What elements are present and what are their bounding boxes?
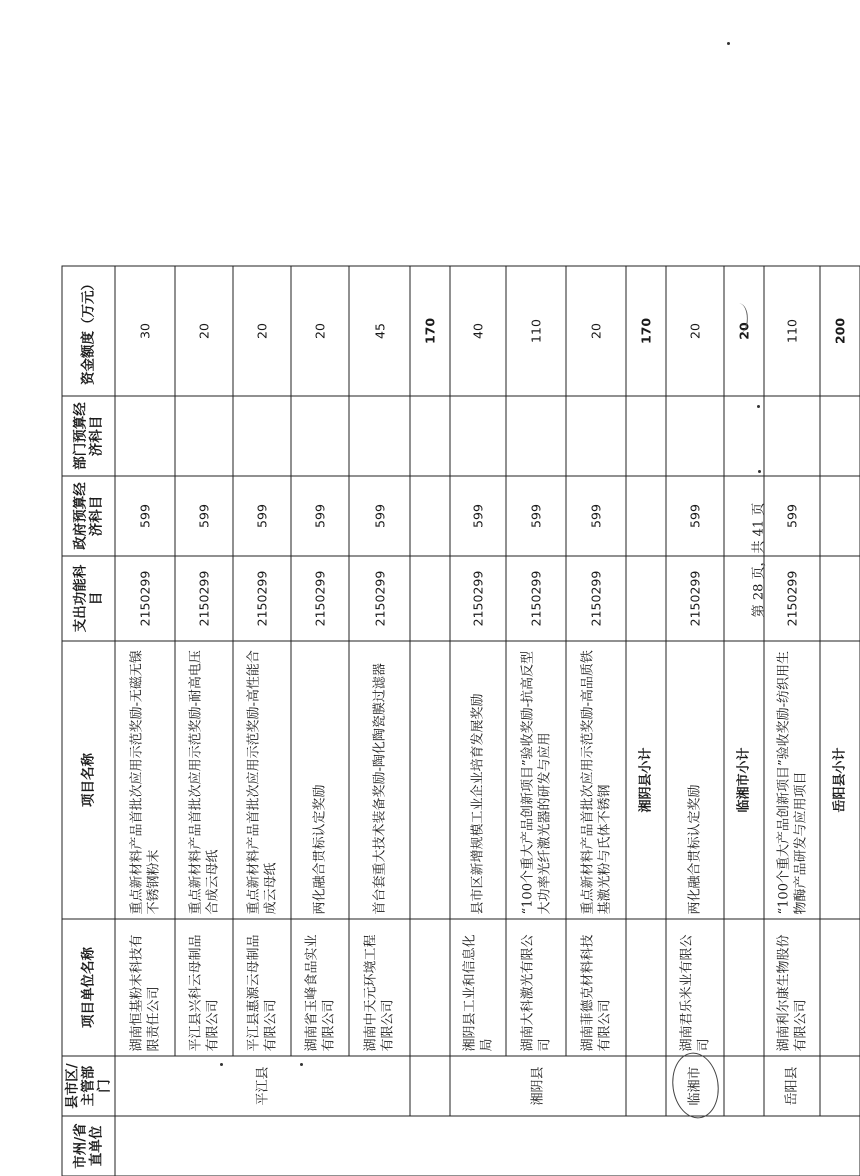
project-cell: “100个重大产品创新项目”验收奖励-纺织用生物酶产品研发与应用项目: [764, 641, 820, 919]
county-cell: 岳阳县: [764, 1056, 820, 1116]
county-name: 临湘市: [687, 1066, 702, 1106]
empty-cell: [410, 556, 450, 641]
page-footer: 第 28 页，共 41 页: [751, 502, 767, 618]
dept-cell: [506, 396, 566, 476]
dept-cell: [566, 396, 626, 476]
subtotal-amount: [724, 266, 764, 396]
table-row: [666, 266, 724, 1176]
func-cell: 2150299: [349, 556, 410, 641]
table-row: [566, 266, 626, 1176]
func-cell: 2150299: [291, 556, 349, 641]
amount-cell: 110: [506, 266, 566, 396]
subtotal-county-cell: [724, 1056, 764, 1116]
amount-cell: 20: [175, 266, 233, 396]
unit-cell: 平江县惠源云母制品有限公司: [233, 919, 291, 1056]
header-amount: 资金额度（万元）: [62, 266, 115, 396]
unit-cell: 湖南省玉峰食品实业有限公司: [291, 919, 349, 1056]
scan-speck: [220, 1063, 223, 1066]
header-project: 项目名称: [62, 641, 115, 919]
amount-cell: 30: [115, 266, 175, 396]
amount-cell: 110: [764, 266, 820, 396]
empty-cell: [626, 396, 666, 476]
unit-cell: 湘阴县工业和信息化局: [450, 919, 506, 1056]
gov-cell: 599: [175, 476, 233, 556]
gov-cell: 599: [764, 476, 820, 556]
header-gov: 政府预算经济科目: [62, 476, 115, 556]
unit-cell: 湖南大科激光有限公司: [506, 919, 566, 1056]
gov-cell: 599: [291, 476, 349, 556]
subtotal-amount: 200: [820, 266, 860, 396]
scan-speck: [727, 42, 730, 45]
project-cell: 两化融合贯标认定奖励: [666, 641, 724, 919]
funding-table: [61, 265, 860, 1176]
unit-cell: 湖南中天元环境工程有限公司: [349, 919, 410, 1056]
header-dept: 部门预算经济科目: [62, 396, 115, 476]
amount-cell: 20: [233, 266, 291, 396]
subtotal-amount: 170: [410, 266, 450, 396]
subtotal-county-cell: [820, 1056, 860, 1116]
unit-cell: 湖南菲德克材料科技有限公司: [566, 919, 626, 1056]
county-cell: [666, 1056, 724, 1116]
header-city: 市州/省直单位: [62, 1116, 115, 1176]
func-cell: 2150299: [566, 556, 626, 641]
func-cell: 2150299: [175, 556, 233, 641]
table-row: [349, 266, 410, 1176]
empty-cell: [626, 556, 666, 641]
gov-cell: 599: [506, 476, 566, 556]
unit-cell: 湖南恒基粉末科技有限责任公司: [115, 919, 175, 1056]
project-cell: 首台套重大技术装备奖励-陶化陶瓷膜过滤器: [349, 641, 410, 919]
empty-cell: [820, 396, 860, 476]
subtotal-amount: 170: [626, 266, 666, 396]
subtotal-label: [410, 641, 450, 919]
scan-speck: [757, 405, 760, 408]
scan-speck: [758, 470, 761, 473]
subtotal-row: [626, 266, 666, 1176]
dept-cell: [450, 396, 506, 476]
func-cell: 2150299: [450, 556, 506, 641]
amount-cell: 20: [291, 266, 349, 396]
unit-cell: 湖南君乐米业有限公司: [666, 919, 724, 1056]
amount-cell: 40: [450, 266, 506, 396]
subtotal-county-cell: [626, 1056, 666, 1116]
gov-cell: 599: [666, 476, 724, 556]
header-row: [62, 266, 115, 1176]
header-county: 县市区/主管部门: [62, 1056, 115, 1116]
dept-cell: [666, 396, 724, 476]
project-cell: 县市区新增规模工业企业培育发展奖励: [450, 641, 506, 919]
gov-cell: 599: [233, 476, 291, 556]
dept-cell: [115, 396, 175, 476]
table-row: [291, 266, 349, 1176]
project-cell: “100个重大产品创新项目”验收奖励-抗高反型大功率光纤激光器的研发与应用: [506, 641, 566, 919]
dept-cell: [349, 396, 410, 476]
subtotal-unit-cell: [820, 919, 860, 1056]
func-cell: 2150299: [506, 556, 566, 641]
project-cell: 重点新材料产品首批次应用示范奖励-高性能合成云母纸: [233, 641, 291, 919]
scan-speck: [300, 1063, 303, 1066]
subtotal-row: [410, 266, 450, 1176]
table-row: [450, 266, 506, 1176]
header-func: 支出功能科目: [62, 556, 115, 641]
func-cell: 2150299: [115, 556, 175, 641]
subtotal-unit-cell: [626, 919, 666, 1056]
empty-cell: [410, 476, 450, 556]
empty-cell: [820, 556, 860, 641]
subtotal-county-cell: [410, 1056, 450, 1116]
dept-cell: [175, 396, 233, 476]
func-cell: 2150299: [764, 556, 820, 641]
county-cell: 湘阴县: [450, 1056, 626, 1116]
table-row: [233, 266, 291, 1176]
gov-cell: 599: [115, 476, 175, 556]
subtotal-label: 岳阳县小计: [820, 641, 860, 919]
amount-cell: 45: [349, 266, 410, 396]
subtotal-row: [724, 266, 764, 1176]
gov-cell: 599: [450, 476, 506, 556]
project-cell: 两化融合贯标认定奖励: [291, 641, 349, 919]
unit-cell: 湖南利尔康生物股份有限公司: [764, 919, 820, 1056]
dept-cell: [233, 396, 291, 476]
project-cell: 重点新材料产品首批次应用示范奖励-高品质铁基激光粉与氏体不锈钢: [566, 641, 626, 919]
gov-cell: 599: [349, 476, 410, 556]
table-row: [115, 266, 175, 1176]
city-cell: [115, 1116, 860, 1176]
subtotal-amount-value: 20: [736, 321, 751, 340]
subtotal-unit-cell: [410, 919, 450, 1056]
subtotal-unit-cell: [724, 919, 764, 1056]
table-row: [175, 266, 233, 1176]
func-cell: 2150299: [666, 556, 724, 641]
subtotal-label: 湘阴县小计: [626, 641, 666, 919]
county-cell: 平江县: [115, 1056, 410, 1116]
amount-cell: 20: [666, 266, 724, 396]
gov-cell: 599: [566, 476, 626, 556]
project-cell: 重点新材料产品首批次应用示范奖励-耐高电压合成云母纸: [175, 641, 233, 919]
header-unit: 项目单位名称: [62, 919, 115, 1056]
empty-cell: [626, 476, 666, 556]
subtotal-label: 临湘市小计: [724, 641, 764, 919]
table-row: [506, 266, 566, 1176]
func-cell: 2150299: [233, 556, 291, 641]
dept-cell: [291, 396, 349, 476]
amount-cell: 20: [566, 266, 626, 396]
unit-cell: 平江县兴科云母制品有限公司: [175, 919, 233, 1056]
subtotal-row: [820, 266, 860, 1176]
empty-cell: [820, 476, 860, 556]
dept-cell: [764, 396, 820, 476]
table-row: [764, 266, 820, 1176]
project-cell: 重点新材料产品首批次应用示范奖励-无磁无镍不锈钢粉末: [115, 641, 175, 919]
empty-cell: [410, 396, 450, 476]
